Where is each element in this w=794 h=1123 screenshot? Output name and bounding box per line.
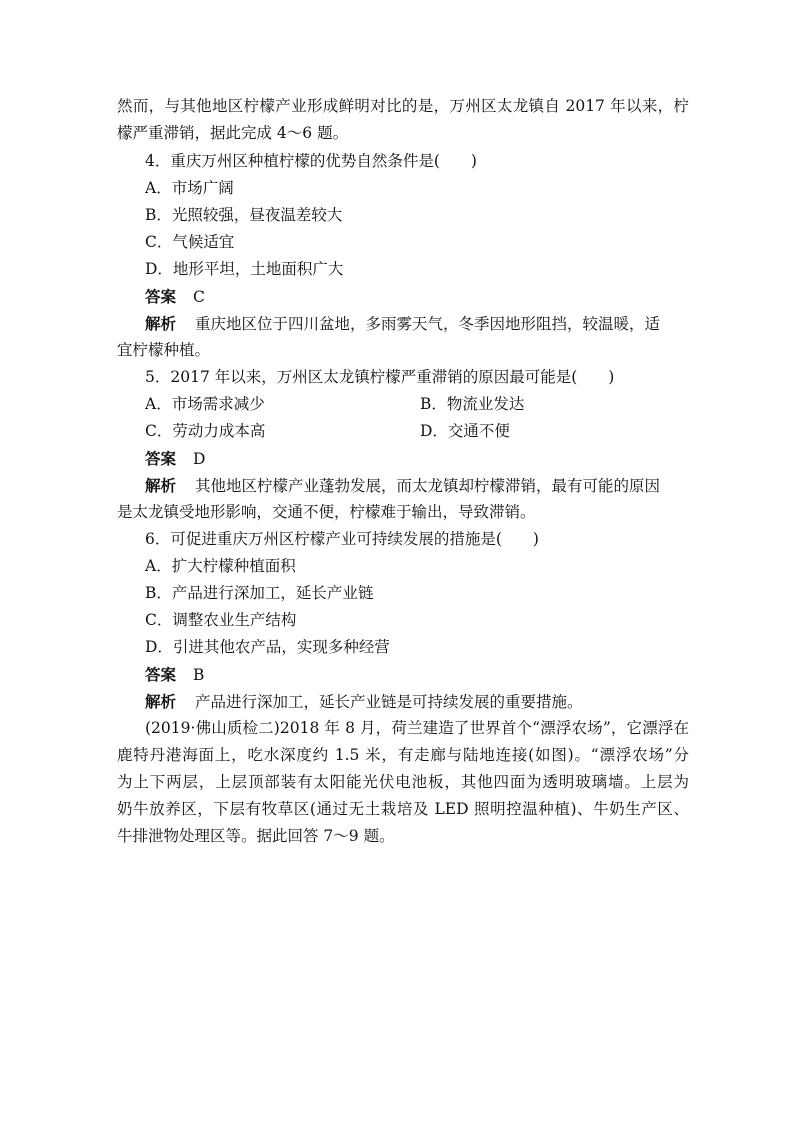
- q5-answer-row: [145, 445, 689, 472]
- q6-option-d: D．引进其他农产品，实现多种经营: [145, 638, 390, 656]
- q5-option-b: B．物流业发达: [420, 395, 525, 413]
- passage2-line-2: 鹿特丹港海面上，吃水深度约 1.5 米，有走廊与陆地连接(如图)。“漂浮农场”分: [117, 746, 689, 764]
- q5-answer-value: D: [192, 450, 206, 468]
- q6-option-b: B．产品进行深加工，延长产业链: [145, 584, 374, 602]
- q4-option-a: A．市场广阔: [145, 179, 234, 197]
- q4-option-c: C．气候适宜: [145, 233, 235, 251]
- q4-answer-label: 答案: [145, 287, 177, 306]
- passage2-line-5: 牛排泄物处理区等。据此回答 7～9 题。: [117, 827, 395, 845]
- q5-answer-label: 答案: [145, 449, 177, 468]
- passage2-line-3: 为上下两层，上层顶部装有太阳能光伏电池板，其他四面为透明玻璃墙。上层为: [117, 773, 689, 791]
- q4-option-b: B．光照较强，昼夜温差较大: [145, 206, 343, 224]
- q4-analysis-line-2: 宜柠檬种植。: [117, 341, 211, 359]
- q4-answer-value: C: [192, 288, 205, 306]
- intro-line-2: 檬严重滞销，据此完成 4～6 题。: [117, 124, 349, 142]
- q5-option-a: A．市场需求减少: [145, 395, 265, 413]
- q4-stem: 4．重庆万州区种植柠檬的优势自然条件是( ): [145, 152, 477, 170]
- q4-option-d: D．地形平坦，土地面积广大: [145, 260, 344, 278]
- q6-stem: 6．可促进重庆万州区柠檬产业可持续发展的措施是( ): [145, 530, 539, 548]
- q6-option-a: A．扩大柠檬种植面积: [145, 557, 296, 575]
- q6-analysis-row: [145, 688, 689, 715]
- q5-option-c: C．劳动力成本高: [145, 422, 266, 440]
- q6-analysis-text: 产品进行深加工，延长产业链是可持续发展的重要措施。: [194, 693, 583, 711]
- q4-analysis-label: 解析: [145, 314, 177, 333]
- q4-analysis-text: 重庆地区位于四川盆地，多雨雾天气，冬季因地形阻挡，较温暖，适: [194, 315, 660, 333]
- q5-analysis-row: [145, 472, 689, 499]
- q4-answer-row: [145, 283, 689, 310]
- q5-option-d: D．交通不便: [420, 422, 510, 440]
- q6-answer-row: [145, 661, 689, 688]
- q5-analysis-text: 其他地区柠檬产业蓬勃发展，而太龙镇却柠檬滞销，最有可能的原因: [194, 477, 660, 495]
- q6-answer-label: 答案: [145, 665, 177, 684]
- intro-line-1: 然而，与其他地区柠檬产业形成鲜明对比的是，万州区太龙镇自 2017 年以来，柠: [117, 97, 689, 115]
- q4-analysis-row: [145, 310, 689, 337]
- q5-analysis-line-2: 是太龙镇受地形影响，交通不便，柠檬难于输出，导致滞销。: [117, 503, 536, 521]
- q5-options-row-2: [145, 418, 689, 445]
- q5-stem: 5．2017 年以来，万州区太龙镇柠檬严重滞销的原因最可能是( ): [145, 368, 615, 386]
- passage2-line-1: (2019·佛山质检二)2018 年 8 月，荷兰建造了世界首个“漂浮农场”，它漂浮在: [145, 719, 689, 737]
- passage2-line-4: 奶牛放养区，下层有牧草区(通过无土栽培及 LED 照明控温种植)、牛奶生产区、: [117, 800, 689, 818]
- q6-option-c: C．调整农业生产结构: [145, 611, 297, 629]
- q6-answer-value: B: [192, 666, 205, 684]
- q5-options-row-1: [145, 391, 689, 418]
- q5-analysis-label: 解析: [145, 476, 177, 495]
- q6-analysis-label: 解析: [145, 692, 177, 711]
